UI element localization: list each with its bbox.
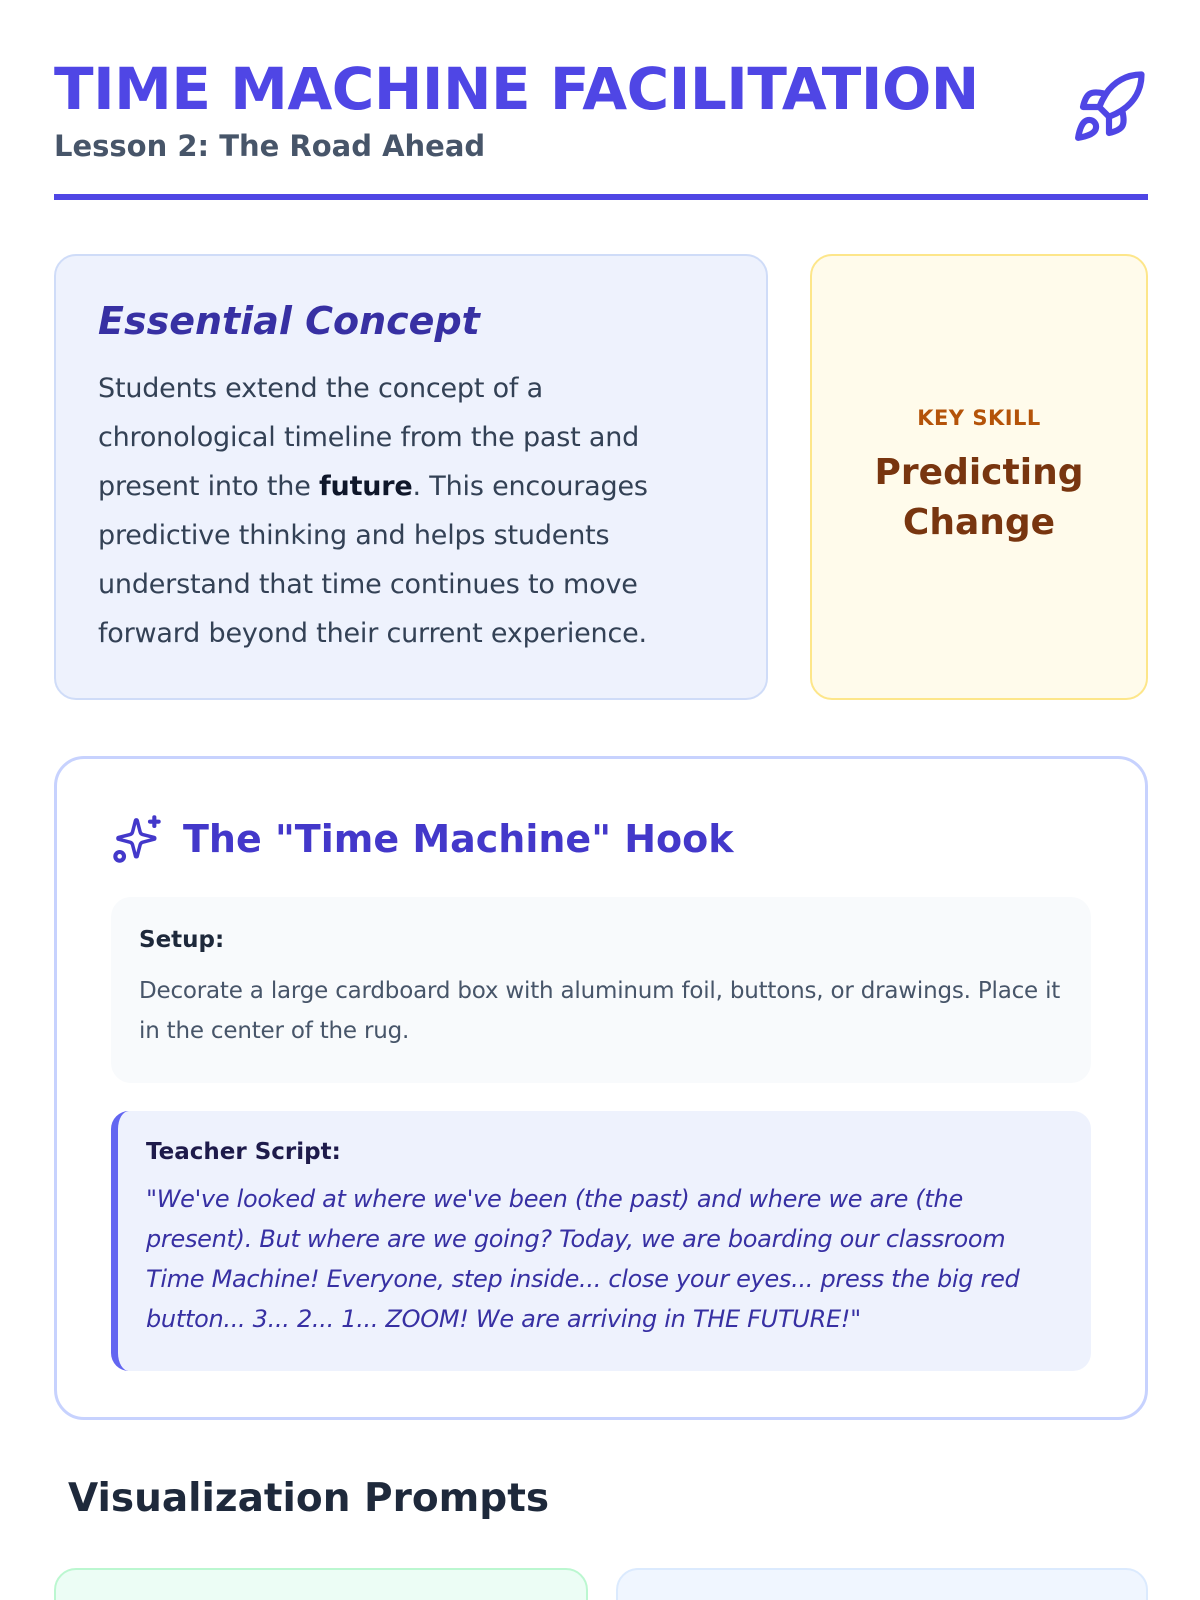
teacher-script-box [111, 1111, 1091, 1371]
concept-heading: Essential Concept [98, 299, 480, 343]
rocket-icon [1070, 68, 1148, 146]
setup-box [111, 897, 1091, 1083]
visualization-prompt-card [616, 1568, 1148, 1600]
time-machine-hook-card [54, 756, 1148, 1420]
page-title: TIME MACHINE FACILITATION [54, 55, 979, 123]
setup-text: Decorate a large cardboard box with aluminum foil, buttons, or drawings. Place it in the center of the rug. [139, 978, 1061, 1044]
sparkle-icon [111, 813, 163, 865]
essential-concept-card [54, 254, 768, 700]
hook-title: The "Time Machine" Hook [183, 817, 734, 861]
teacher-script-text: "We've looked at where we've been (the past) and where we are (the present). But where are we going? Today, we are boarding our classroom Time Machine! Everyone, step inside... close your eyes... press the big red button... 3... 2... 1... ZOOM! We are arriving in THE FUTURE!" [146, 1185, 1020, 1333]
visualization-prompt-card [54, 1568, 588, 1600]
visualization-prompts-heading: Visualization Prompts [68, 1476, 550, 1521]
concept-emphasis: future [319, 471, 413, 502]
page-header [54, 54, 1148, 200]
teacher-script-label: Teacher Script: [146, 1139, 341, 1165]
lesson-subtitle: Lesson 2: The Road Ahead [54, 129, 486, 163]
setup-label: Setup: [139, 927, 225, 953]
key-skill-label: KEY SKILL [917, 406, 1041, 430]
key-skill-value: Predicting Change [874, 452, 1084, 543]
concept-text: Students extend the concept of a chronological timeline from the past and present into the future. This encourages predictive thinking and helps students understand that time continues to move forward beyond their current experience. [98, 373, 648, 649]
key-skill-card [810, 254, 1148, 700]
hook-header [111, 809, 1091, 869]
